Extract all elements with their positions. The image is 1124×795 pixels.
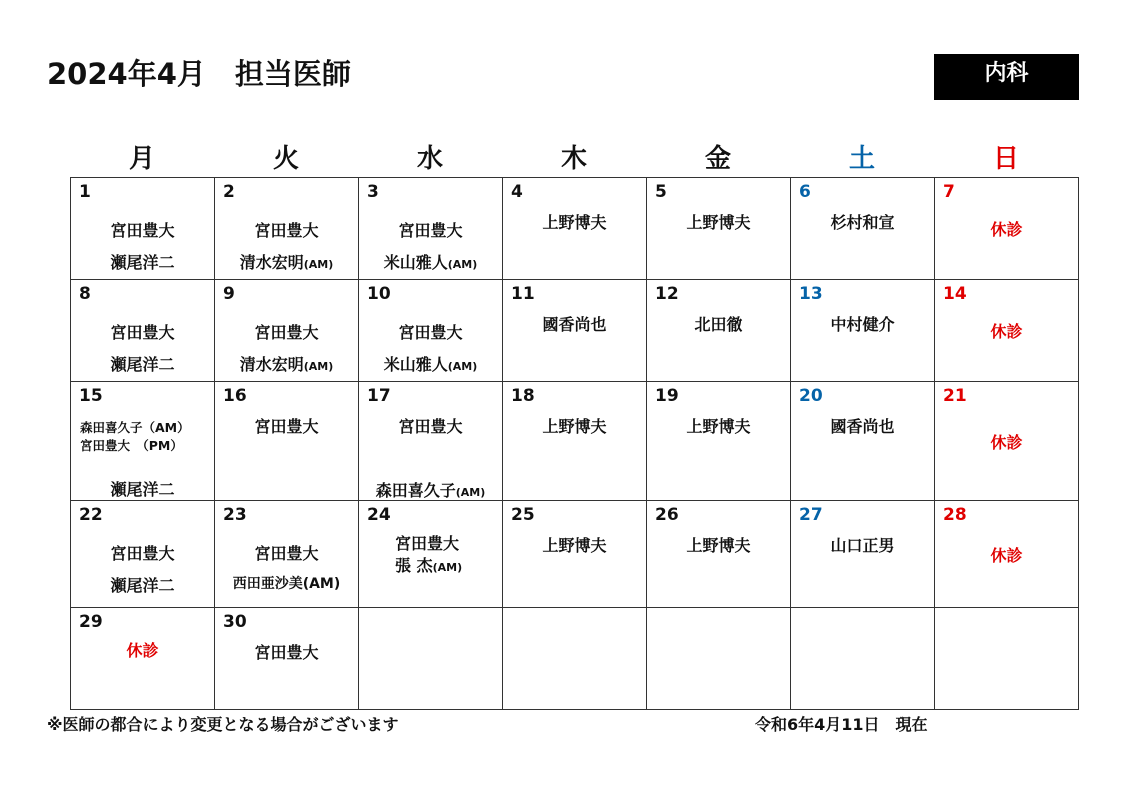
doctor-name: 上野博夫	[542, 536, 607, 555]
footer-date: 令和6年4月11日 現在	[755, 715, 928, 734]
calendar-cell	[935, 178, 1079, 280]
day-number: 25	[511, 505, 535, 525]
page-title: 2024年4月 担当医師	[47, 57, 351, 91]
doctor-name: 米山雅人(AM)	[383, 253, 478, 272]
doctor-name: 國香尚也	[542, 315, 607, 334]
doctor-name: 宮田豊大	[254, 417, 319, 436]
calendar-cell	[503, 382, 647, 501]
calendar-cell	[215, 608, 359, 710]
doctor-name: 北田徹	[694, 315, 743, 334]
calendar-cell	[359, 178, 503, 280]
calendar-cell	[71, 178, 215, 280]
calendar-cell	[647, 178, 791, 280]
doctor-name: 中村健介	[830, 315, 895, 334]
day-number: 24	[367, 505, 391, 525]
doctor-name: 宮田豊大	[110, 323, 175, 342]
day-number: 7	[943, 182, 955, 202]
calendar-cell	[791, 501, 935, 608]
calendar-cell	[215, 178, 359, 280]
am-label: (AM)	[447, 360, 478, 373]
doctor-name: 清水宏明(AM)	[239, 253, 334, 272]
doctor-name: 宮田豊大	[254, 323, 319, 342]
doctor-name: 上野博夫	[542, 213, 607, 232]
doctor-name: 上野博夫	[542, 417, 607, 436]
calendar-cell	[71, 280, 215, 382]
day-number: 28	[943, 505, 967, 525]
day-number: 29	[79, 612, 103, 632]
calendar-cell	[215, 501, 359, 608]
calendar-cell	[935, 382, 1079, 501]
doctor-name: 森田喜久子（AM）	[80, 420, 190, 435]
calendar-cell	[359, 280, 503, 382]
am-label: (AM)	[455, 486, 486, 499]
doctor-name: 上野博夫	[686, 536, 751, 555]
calendar-cell	[503, 608, 647, 710]
footer-note: ※医師の都合により変更となる場合がございます	[47, 715, 399, 734]
doctor-name: 西田亜沙美(AM)	[232, 576, 341, 592]
day-number: 15	[79, 386, 103, 406]
doctor-name: 清水宏明(AM)	[239, 355, 334, 374]
day-number: 13	[799, 284, 823, 304]
day-number: 16	[223, 386, 247, 406]
calendar-cell	[647, 501, 791, 608]
weekday-mon: 月	[128, 144, 155, 174]
weekday-thu: 木	[560, 144, 587, 174]
closed-label: 休診	[126, 641, 159, 660]
day-number: 8	[79, 284, 91, 304]
calendar-cell	[791, 178, 935, 280]
day-number: 23	[223, 505, 247, 525]
calendar-cell	[503, 178, 647, 280]
closed-label: 休診	[990, 432, 1023, 452]
day-number: 26	[655, 505, 679, 525]
day-number: 30	[223, 612, 247, 632]
calendar-cell	[71, 608, 215, 710]
calendar-cell	[791, 608, 935, 710]
doctor-name: 宮田豊大	[254, 643, 319, 662]
doctor-name: 宮田豊大	[398, 323, 463, 342]
doctor-name: 森田喜久子(AM)	[375, 481, 486, 500]
doctor-name: 宮田豊大	[110, 221, 175, 240]
doctor-name: 宮田豊大	[398, 417, 463, 436]
calendar-cell	[359, 382, 503, 501]
doctor-name: 山口正男	[830, 536, 895, 555]
doctor-name: 瀬尾洋二	[110, 355, 175, 374]
calendar-cell	[359, 608, 503, 710]
calendar-grid	[70, 177, 1079, 710]
day-number: 1	[79, 182, 91, 202]
am-label: (AM)	[447, 258, 478, 271]
doctor-name: 上野博夫	[686, 417, 751, 436]
weekday-fri: 金	[704, 144, 731, 174]
doctor-name: 瀬尾洋二	[110, 253, 175, 272]
day-number: 10	[367, 284, 391, 304]
am-label: (AM)	[303, 360, 334, 373]
calendar-cell	[935, 608, 1079, 710]
calendar-cell	[647, 382, 791, 501]
weekday-tue: 火	[272, 144, 299, 174]
day-number: 5	[655, 182, 667, 202]
day-number: 4	[511, 182, 523, 202]
doctor-name: 杉村和宣	[830, 213, 895, 232]
doctor-name: 宮田豊大	[110, 544, 175, 563]
doctor-name: 宮田豊大	[395, 534, 460, 553]
doctor-name: 宮田豊大	[398, 221, 463, 240]
day-number: 19	[655, 386, 679, 406]
day-number: 11	[511, 284, 535, 304]
closed-label: 休診	[990, 220, 1023, 239]
day-number: 17	[367, 386, 391, 406]
department-badge: 内科	[934, 54, 1079, 100]
calendar-cell	[647, 280, 791, 382]
weekday-wed: 水	[416, 144, 443, 174]
calendar-cell	[647, 608, 791, 710]
day-number: 3	[367, 182, 379, 202]
closed-label: 休診	[990, 322, 1023, 341]
day-number: 12	[655, 284, 679, 304]
calendar-cell	[935, 501, 1079, 608]
doctor-name: 張 杰(AM)	[395, 556, 463, 575]
day-number: 6	[799, 182, 811, 202]
weekday-sat: 土	[848, 144, 875, 174]
doctor-name: 上野博夫	[686, 213, 751, 232]
day-number: 18	[511, 386, 535, 406]
calendar-cell	[359, 501, 503, 608]
day-number: 2	[223, 182, 235, 202]
doctor-name: 宮田豊大	[254, 544, 319, 563]
calendar-cell	[215, 382, 359, 501]
day-number: 9	[223, 284, 235, 304]
calendar-cell	[215, 280, 359, 382]
weekday-header	[70, 138, 1078, 176]
doctor-name: 國香尚也	[830, 417, 895, 436]
calendar-cell	[503, 280, 647, 382]
day-number: 22	[79, 505, 103, 525]
doctor-name: 瀬尾洋二	[110, 480, 175, 499]
calendar-cell	[71, 382, 215, 501]
calendar-cell	[791, 280, 935, 382]
am-label: (AM)	[303, 258, 334, 271]
doctor-name: 瀬尾洋二	[110, 576, 175, 595]
day-number: 14	[943, 284, 967, 304]
calendar-cell	[71, 501, 215, 608]
weekday-sun: 日	[992, 144, 1019, 174]
doctor-name: 宮田豊大	[254, 221, 319, 240]
calendar-cell	[935, 280, 1079, 382]
closed-label: 休診	[990, 545, 1023, 565]
am-label: (AM)	[432, 561, 463, 574]
day-number: 27	[799, 505, 823, 525]
day-number: 21	[943, 386, 967, 406]
calendar-cell	[791, 382, 935, 501]
doctor-name: 宮田豊大 （PM）	[80, 438, 183, 453]
calendar-cell	[503, 501, 647, 608]
day-number: 20	[799, 386, 823, 406]
doctor-name: 米山雅人(AM)	[383, 355, 478, 374]
